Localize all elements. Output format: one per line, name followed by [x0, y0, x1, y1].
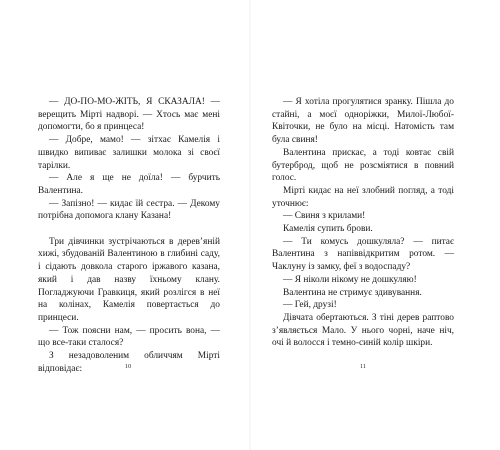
left-page-number: 10	[124, 363, 132, 370]
paragraph: — Тож поясни нам, — просить вона, — що все-таки сталося?	[38, 325, 220, 349]
paragraph: Три дівчинки зустрічаються в дерев’яній хижі, збудованій Валентиною в глибині саду, і сідають довкола старого іржавого казана, який і дав назву їхньому клану. Погладжуючи Гравкиця, який розлігся в неї на колінах, Камелія повертається до принцеси.	[38, 236, 220, 323]
paragraph: Камелія супить брови.	[283, 224, 373, 235]
right-page-number: 11	[359, 363, 367, 370]
paragraph: Мірті кидає на неї злобний погляд, а тоді уточнює:	[272, 185, 454, 209]
paragraph: Валентина прискає, а тоді ковтає свій бутерброд, щоб не розсміятися в повний голос.	[272, 147, 454, 184]
paragraph: — Свиня з крилами!	[283, 211, 366, 222]
right-page-text	[272, 96, 454, 350]
paragraph: — Добре, мамо! — зітхає Камелія і швидко випиває залишки молока зі своєї тарілки.	[38, 135, 220, 171]
paragraph: — Гей, друзі!	[283, 300, 337, 311]
paragraph: — Але я ще не доїла! — бурчить Валентина.	[38, 173, 220, 196]
left-page-text	[38, 96, 220, 375]
paragraph: — Ти комусь дошкуляла? — питає Валентина з напіввідкритим ротом. — Чаклуну із замку, феї з водоспаду?	[272, 236, 454, 273]
paragraph: — Я хотіла прогулятися зранку. Пішла до стайні, а моєї одноріжки, Милої-Любої-Квіточки, не було на місці. Натомість там була свиня!	[272, 97, 454, 146]
paragraph: — Запізно! — кидає їй сестра. — Декому потрібна допомога клану Казана!	[38, 198, 220, 222]
right-page	[250, 0, 500, 450]
paragraph: — ДО-ПО-МО-ЖІТЬ, Я СКАЗАЛА! — верещить Мірті надворі. — Хтось має мені допомогти, бо я принцеса!	[38, 97, 220, 133]
paragraph: Дівчата обертаються. З тіні дерев раптово з’являється Мало. У нього чорні, наче ніч, очі й волосся і темно-синій колір шкіри.	[272, 312, 454, 349]
paragraph: З незадоволеним обличчям Мірті відповідає:	[38, 351, 220, 374]
paragraph: Валентина не стримує здивування.	[283, 287, 422, 298]
paragraph: — Я ніколи нікому не дошкуляю!	[283, 274, 417, 285]
